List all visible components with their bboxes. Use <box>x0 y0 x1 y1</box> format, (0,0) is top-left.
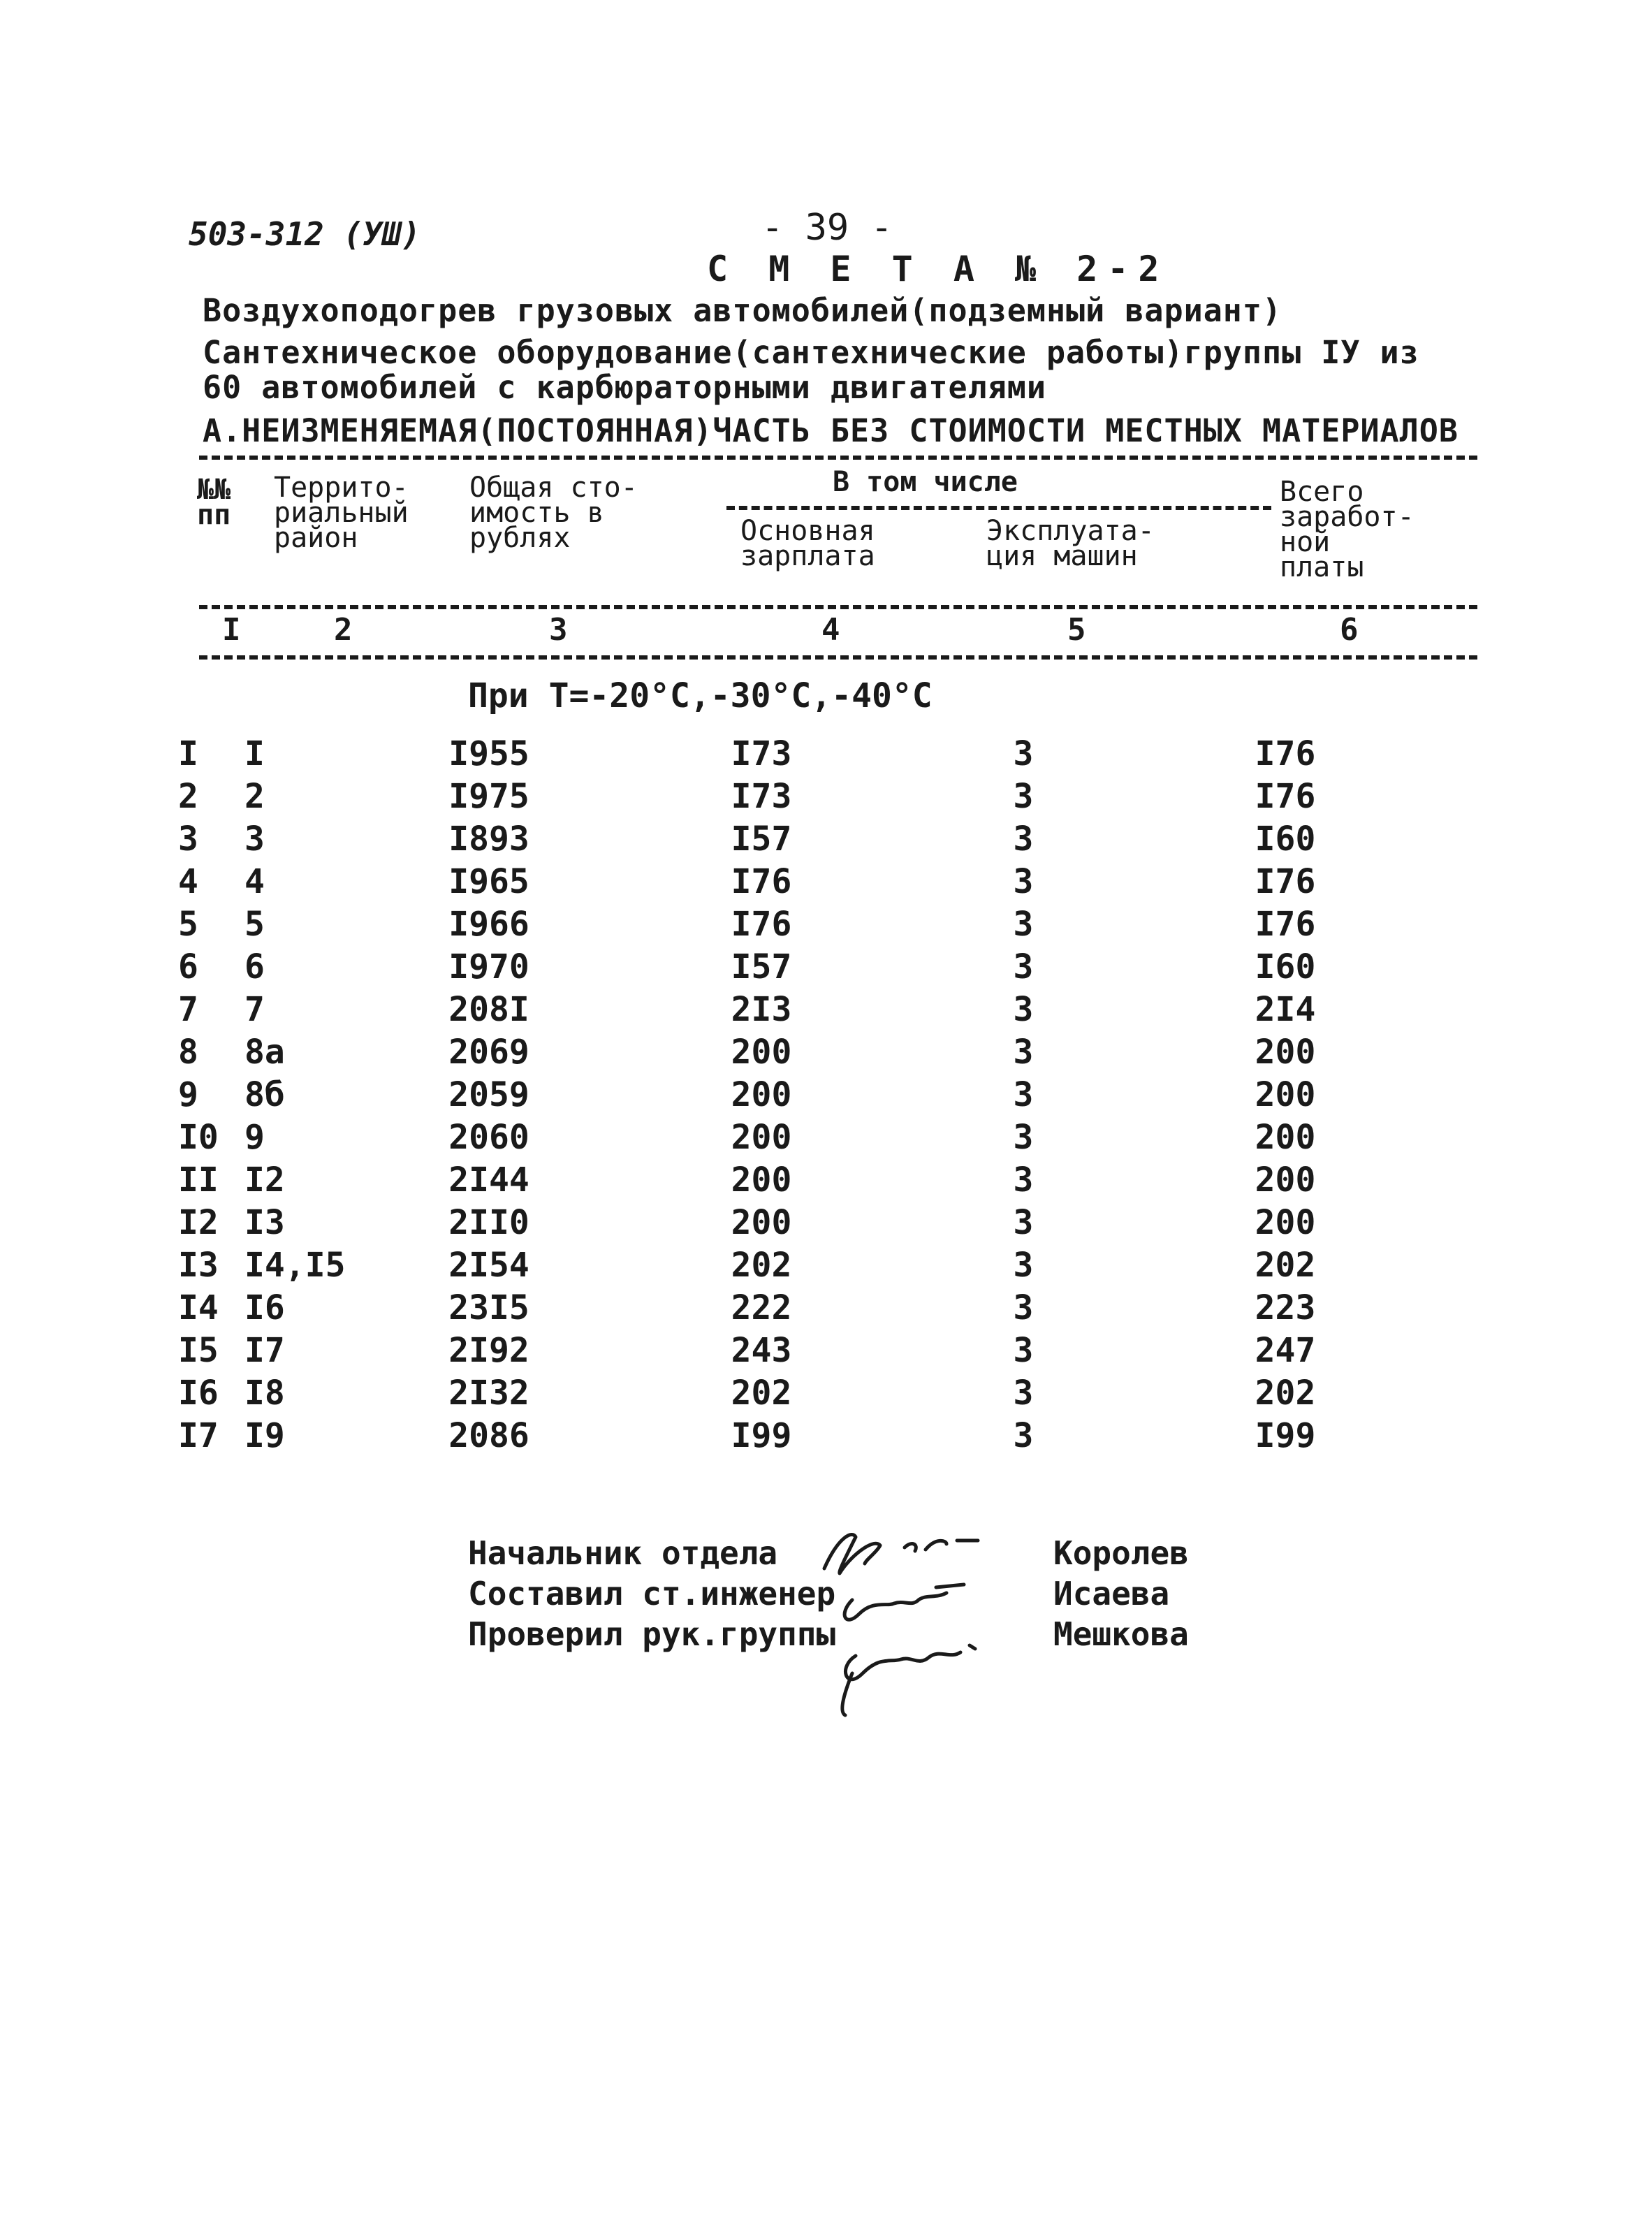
cell-total-cost: I966 <box>448 904 529 944</box>
header-col-total-wages: Всего заработ- ной платы <box>1280 476 1415 583</box>
signature-role-head: Начальник отдела <box>468 1534 778 1572</box>
cell-base-salary: I76 <box>731 861 792 901</box>
cell-row-number: 8 <box>178 1032 198 1072</box>
cell-machine-operation: 3 <box>1013 1245 1034 1285</box>
table-row <box>178 1286 1432 1329</box>
cell-total-cost: 2059 <box>448 1075 529 1114</box>
cell-total-cost: I965 <box>448 861 529 901</box>
header-col-base-salary: Основная зарплата <box>740 515 875 572</box>
cell-base-salary: I99 <box>731 1415 792 1455</box>
cell-total-wages: 200 <box>1255 1032 1316 1072</box>
cell-total-wages: I76 <box>1255 734 1316 773</box>
table-row <box>178 945 1432 988</box>
cell-base-salary: 222 <box>731 1288 792 1327</box>
cell-row-number: 4 <box>178 861 198 901</box>
table-row <box>178 775 1432 817</box>
table-row <box>178 1414 1432 1457</box>
cell-region: 2 <box>244 776 265 816</box>
cell-machine-operation: 3 <box>1013 1117 1034 1157</box>
table-row <box>178 817 1432 860</box>
cell-base-salary: 202 <box>731 1373 792 1413</box>
cell-total-wages: 202 <box>1255 1245 1316 1285</box>
cell-total-cost: 2069 <box>448 1032 529 1072</box>
cell-total-wages: 202 <box>1255 1373 1316 1413</box>
cell-region: 7 <box>244 989 265 1029</box>
cell-row-number: II <box>178 1160 219 1200</box>
header-col-region: Террито- риальный район <box>274 472 409 554</box>
cell-row-number: I <box>178 734 198 773</box>
cell-region: 8а <box>244 1032 285 1072</box>
cell-total-cost: 23I5 <box>448 1288 529 1327</box>
cell-base-salary: 200 <box>731 1032 792 1072</box>
title-line-3: 60 автомобилей с карбюраторными двигателями <box>203 369 1046 406</box>
header-col-number: №№ пп <box>197 474 231 531</box>
cell-row-number: 6 <box>178 947 198 986</box>
cell-base-salary: 243 <box>731 1330 792 1370</box>
cell-machine-operation: 3 <box>1013 776 1034 816</box>
handwritten-signatures <box>796 1509 1055 1719</box>
cell-region: 6 <box>244 947 265 986</box>
cell-region: I6 <box>244 1288 285 1327</box>
table-row <box>178 732 1432 775</box>
signature-name-group-lead: Мешкова <box>1053 1615 1189 1653</box>
cell-row-number: I7 <box>178 1415 219 1455</box>
cell-machine-operation: 3 <box>1013 819 1034 859</box>
column-number-6: 6 <box>1340 612 1359 648</box>
cell-total-wages: 200 <box>1255 1202 1316 1242</box>
cell-total-cost: 2I92 <box>448 1330 529 1370</box>
cell-base-salary: 202 <box>731 1245 792 1285</box>
title-line-1: Воздухоподогрев грузовых автомобилей(подземный вариант) <box>203 292 1282 329</box>
cell-machine-operation: 3 <box>1013 1288 1034 1327</box>
table-row <box>178 1116 1432 1158</box>
cell-total-cost: I970 <box>448 947 529 986</box>
cell-total-cost: 2086 <box>448 1415 529 1455</box>
table-row <box>178 988 1432 1031</box>
table-row <box>178 903 1432 945</box>
cell-total-wages: I60 <box>1255 947 1316 986</box>
signature-name-head: Королев <box>1053 1534 1189 1572</box>
cell-machine-operation: 3 <box>1013 1373 1034 1413</box>
cell-machine-operation: 3 <box>1013 861 1034 901</box>
cell-machine-operation: 3 <box>1013 1202 1034 1242</box>
column-number-3: 3 <box>549 612 568 648</box>
cell-machine-operation: 3 <box>1013 1075 1034 1114</box>
header-col-machine-operation: Эксплуата- ция машин <box>986 515 1155 572</box>
cell-region: I9 <box>244 1415 285 1455</box>
cell-region: 3 <box>244 819 265 859</box>
cell-region: I8 <box>244 1373 285 1413</box>
cell-total-wages: 200 <box>1255 1117 1316 1157</box>
table-row <box>178 860 1432 903</box>
cell-region: I2 <box>244 1160 285 1200</box>
cell-machine-operation: 3 <box>1013 1160 1034 1200</box>
cell-total-cost: 2060 <box>448 1117 529 1157</box>
cell-total-cost: 2I44 <box>448 1160 529 1200</box>
estimate-table-body <box>178 732 1432 1457</box>
cell-total-wages: I60 <box>1255 819 1316 859</box>
column-number-4: 4 <box>821 612 840 648</box>
column-number-1: I <box>222 612 241 648</box>
cell-region: 5 <box>244 904 265 944</box>
cell-total-wages: 247 <box>1255 1330 1316 1370</box>
cell-total-cost: I893 <box>448 819 529 859</box>
group-rule <box>726 506 1271 510</box>
cell-total-cost: 2II0 <box>448 1202 529 1242</box>
cell-base-salary: 200 <box>731 1075 792 1114</box>
cell-region: 9 <box>244 1117 265 1157</box>
cell-row-number: I3 <box>178 1245 219 1285</box>
cell-base-salary: I73 <box>731 776 792 816</box>
column-number-2: 2 <box>334 612 353 648</box>
estimate-table <box>178 732 1432 1457</box>
column-numbers-rule <box>199 655 1477 660</box>
cell-row-number: I0 <box>178 1117 219 1157</box>
cell-machine-operation: 3 <box>1013 1032 1034 1072</box>
cell-region: I7 <box>244 1330 285 1370</box>
cell-region: I <box>244 734 265 773</box>
cell-base-salary: I57 <box>731 819 792 859</box>
cell-total-wages: 2I4 <box>1255 989 1316 1029</box>
table-row <box>178 1201 1432 1244</box>
cell-total-wages: I76 <box>1255 861 1316 901</box>
cell-total-cost: 2I54 <box>448 1245 529 1285</box>
temperature-condition: При Т=-20°С,-30°С,-40°С <box>468 676 933 715</box>
cell-machine-operation: 3 <box>1013 1415 1034 1455</box>
document-code: 503-312 (УШ) <box>189 215 421 253</box>
cell-base-salary: 200 <box>731 1202 792 1242</box>
cell-total-cost: 2I32 <box>448 1373 529 1413</box>
section-heading: А.НЕИЗМЕНЯЕМАЯ(ПОСТОЯННАЯ)ЧАСТЬ БЕЗ СТОИМОСТИ МЕСТНЫХ МАТЕРИАЛОВ <box>203 412 1459 449</box>
cell-base-salary: I76 <box>731 904 792 944</box>
cell-total-cost: I955 <box>448 734 529 773</box>
table-row <box>178 1031 1432 1073</box>
title-line-2: Сантехническое оборудование(сантехнические работы)группы IУ из <box>203 334 1419 371</box>
cell-base-salary: I57 <box>731 947 792 986</box>
cell-total-wages: I76 <box>1255 904 1316 944</box>
cell-total-wages: 200 <box>1255 1075 1316 1114</box>
cell-total-cost: 208I <box>448 989 529 1029</box>
cell-total-wages: I76 <box>1255 776 1316 816</box>
cell-machine-operation: 3 <box>1013 989 1034 1029</box>
header-bottom-rule <box>199 605 1477 609</box>
table-top-rule <box>199 456 1477 460</box>
signature-name-engineer: Исаева <box>1053 1575 1170 1612</box>
cell-row-number: I5 <box>178 1330 219 1370</box>
table-row <box>178 1244 1432 1286</box>
cell-region: 4 <box>244 861 265 901</box>
cell-row-number: 2 <box>178 776 198 816</box>
cell-row-number: I2 <box>178 1202 219 1242</box>
cell-region: I4,I5 <box>244 1245 346 1285</box>
cell-machine-operation: 3 <box>1013 904 1034 944</box>
table-row <box>178 1073 1432 1116</box>
cell-row-number: I4 <box>178 1288 219 1327</box>
signature-role-engineer: Составил ст.инженер <box>468 1575 836 1612</box>
cell-machine-operation: 3 <box>1013 1330 1034 1370</box>
cell-row-number: 7 <box>178 989 198 1029</box>
cell-row-number: I6 <box>178 1373 219 1413</box>
cell-base-salary: 2I3 <box>731 989 792 1029</box>
cell-base-salary: 200 <box>731 1160 792 1200</box>
cell-row-number: 3 <box>178 819 198 859</box>
cell-row-number: 9 <box>178 1075 198 1114</box>
header-col-total-cost: Общая сто- имость в рублях <box>469 472 638 554</box>
table-row <box>178 1329 1432 1371</box>
cell-total-wages: 200 <box>1255 1160 1316 1200</box>
cell-region: I3 <box>244 1202 285 1242</box>
cell-base-salary: I73 <box>731 734 792 773</box>
page-number: - 39 - <box>761 207 893 249</box>
cell-machine-operation: 3 <box>1013 947 1034 986</box>
cell-row-number: 5 <box>178 904 198 944</box>
table-row <box>178 1371 1432 1414</box>
cell-total-wages: 223 <box>1255 1288 1316 1327</box>
cell-base-salary: 200 <box>731 1117 792 1157</box>
header-group-including: В том числе <box>833 466 1018 498</box>
signature-role-group-lead: Проверил рук.группы <box>468 1615 836 1653</box>
cell-machine-operation: 3 <box>1013 734 1034 773</box>
table-row <box>178 1158 1432 1201</box>
column-number-5: 5 <box>1067 612 1086 648</box>
cell-total-wages: I99 <box>1255 1415 1316 1455</box>
cell-total-cost: I975 <box>448 776 529 816</box>
estimate-title: С М Е Т А № 2-2 <box>707 249 1169 289</box>
cell-region: 8б <box>244 1075 285 1114</box>
